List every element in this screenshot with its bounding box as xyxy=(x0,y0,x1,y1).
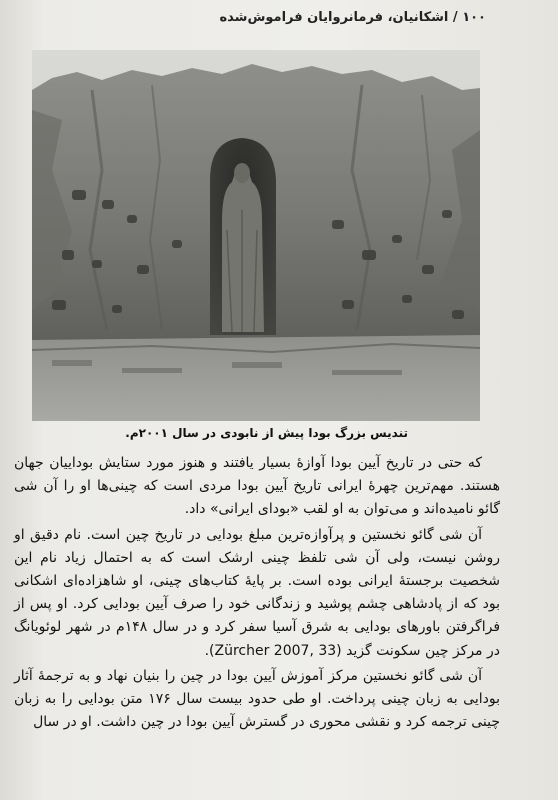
paragraph-end: . xyxy=(204,642,210,659)
running-head: ۱۰۰ / اشکانیان، فرمانروایان فراموش‌شده xyxy=(219,10,486,25)
paragraph: که حتی در تاریخ آیین بودا آوازهٔ بسیار یافتند و هنوز مورد ستایش بوداییان جهان هستند. مهم‌ترین چهرهٔ ایرانی تاریخ آیین بودا مردی است که چینی‌ها او را آن شی گائو نامیده‌اند و می‌توان به او لقب «بودای ایرانی» داد. xyxy=(14,455,500,518)
body-text xyxy=(14,452,500,734)
citation: (Zürcher 2007, 33) xyxy=(209,642,342,659)
figure-caption: تندیس بزرگ بودا پیش از نابودی در سال ۲۰۰۱م. xyxy=(125,426,408,440)
paragraph: آن شی گائو نخستین مرکز آموزش آیین بودا در چین را بنیان نهاد و به ترجمهٔ آثار بودایی به زبان چینی پرداخت. او طی حدود بیست سال ۱۷۶ متن بودایی را به زبان چینی ترجمه کرد و نقشی محوری در گسترش آیین بودا در چین داشت. او در سال xyxy=(14,667,500,731)
bamiyan-buddha-photo xyxy=(32,50,480,421)
paragraph xyxy=(14,524,500,663)
paragraph-text: آن شی گائو نخستین و پرآوازه‌ترین مبلغ بودایی در تاریخ چین است. نام دقیق او روشن نیست، ولی آن شی تلفظ چینی ارشک است که به احتمال زیاد نام این شخصیت برجستهٔ ایرانی بوده است. بر پایهٔ کتاب‌های چینی، او شاهزاده‌ای اشکانی بود که از پادشاهی چشم پوشید و زندگانی خود را صرف آیین بودایی کرد. او پس از فراگرفتن باورهای بودایی به شرق آسیا سفر کرد و در سال ۱۴۸م در شهر لوئویانگ در مرکز چین سکونت گزید xyxy=(14,526,501,659)
photo-illustration xyxy=(32,50,480,421)
